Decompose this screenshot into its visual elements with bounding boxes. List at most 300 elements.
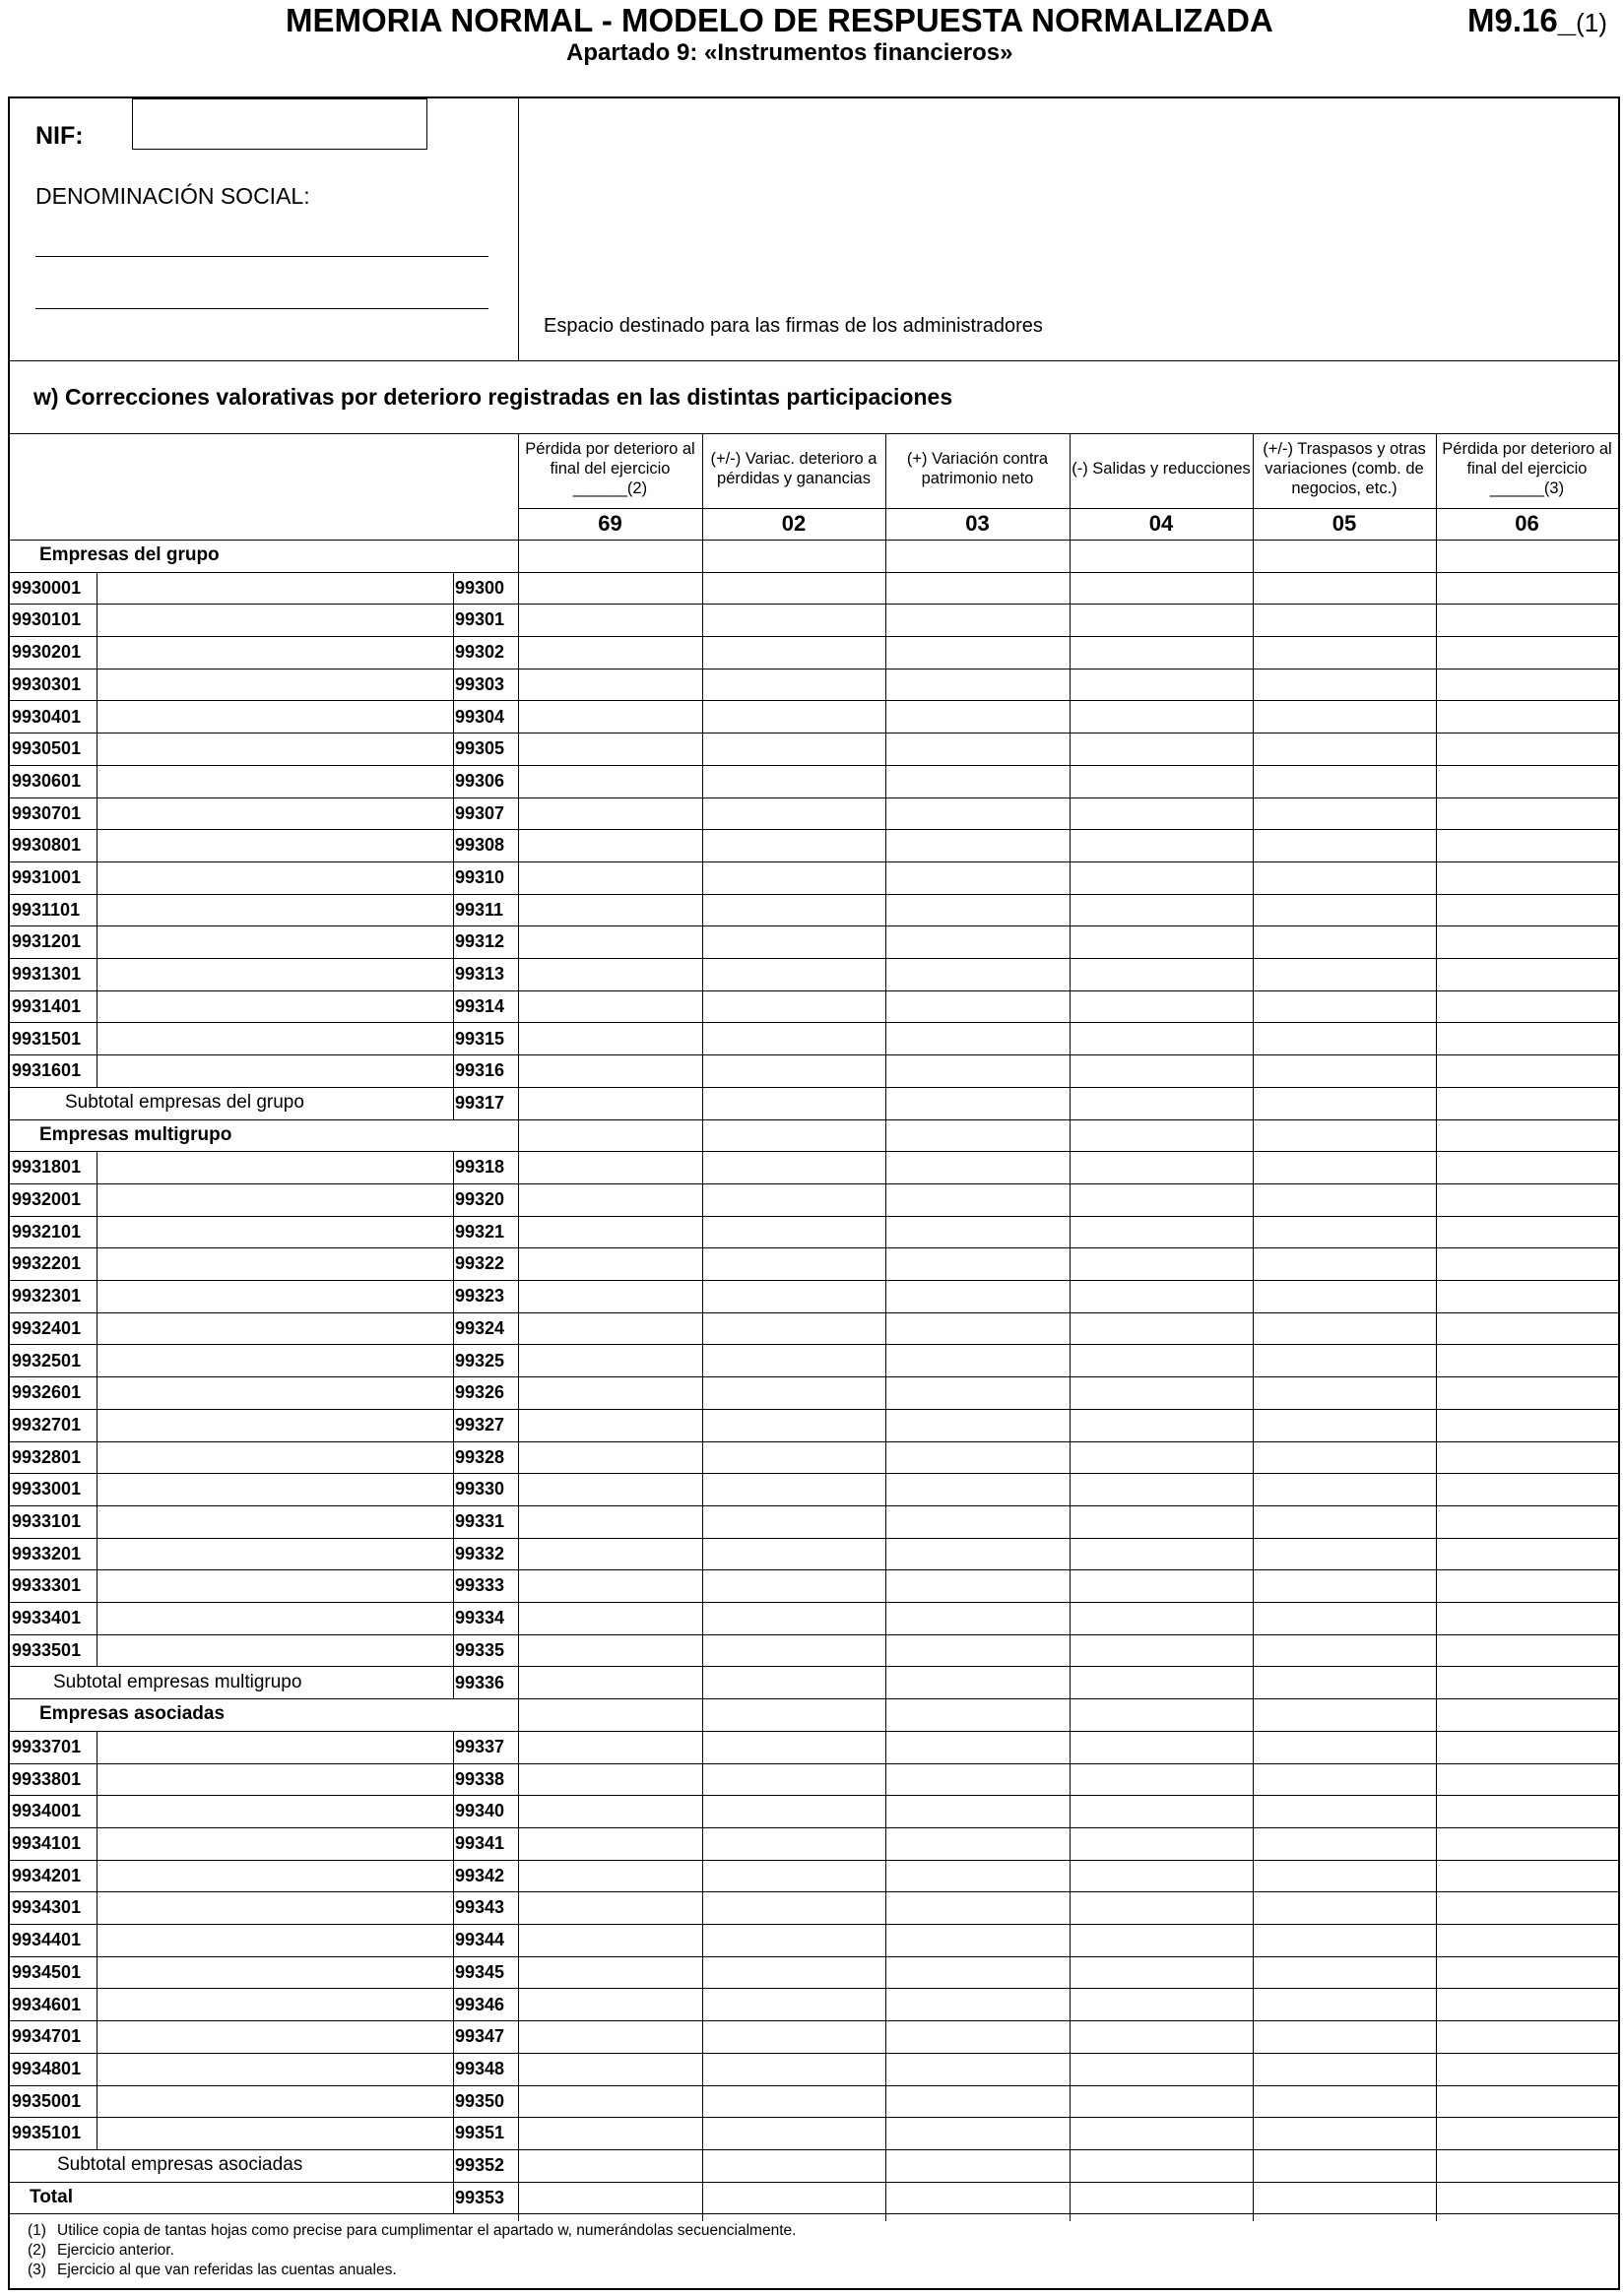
company-name-field[interactable] [98,1151,453,1183]
value-cell-02[interactable] [704,1602,883,1634]
value-cell-03[interactable] [887,1441,1068,1474]
value-cell-06[interactable] [1438,1763,1616,1796]
value-cell-69[interactable] [520,894,700,926]
company-name-field[interactable] [98,1602,453,1634]
company-name-field[interactable] [98,925,453,958]
value-cell-06[interactable] [1438,2085,1616,2118]
value-cell-05[interactable] [1255,2085,1434,2118]
value-cell-02[interactable] [704,1183,883,1216]
value-cell-03[interactable] [887,1409,1068,1441]
value-cell-02[interactable] [704,990,883,1023]
value-cell-69[interactable] [520,1151,700,1183]
value-cell-02[interactable] [704,2085,883,2118]
value-cell-05[interactable] [1255,1473,1434,1505]
value-cell-03[interactable] [887,1312,1068,1345]
value-cell-03[interactable] [887,1023,1068,1055]
value-cell-04[interactable] [1072,1023,1251,1055]
value-cell-06[interactable] [1438,1860,1616,1892]
company-name-field[interactable] [98,1827,453,1860]
value-cell-69[interactable] [520,1667,700,1699]
value-cell-02[interactable] [704,765,883,797]
value-cell-04[interactable] [1072,2149,1251,2182]
value-cell-06[interactable] [1438,733,1616,765]
value-cell-04[interactable] [1072,1634,1251,1667]
company-name-field[interactable] [98,1054,453,1087]
value-cell-06[interactable] [1438,1345,1616,1377]
company-name-field[interactable] [98,958,453,990]
value-cell-03[interactable] [887,733,1068,765]
value-cell-06[interactable] [1438,1956,1616,1989]
value-cell-04[interactable] [1072,604,1251,636]
value-cell-04[interactable] [1072,1345,1251,1377]
value-cell-04[interactable] [1072,1247,1251,1280]
value-cell-03[interactable] [887,990,1068,1023]
value-cell-06[interactable] [1438,2117,1616,2149]
value-cell-04[interactable] [1072,2020,1251,2053]
value-cell-06[interactable] [1438,2149,1616,2182]
value-cell-04[interactable] [1072,733,1251,765]
value-cell-05[interactable] [1255,1827,1434,1860]
value-cell-04[interactable] [1072,1216,1251,1248]
value-cell-05[interactable] [1255,1860,1434,1892]
value-cell-02[interactable] [704,1216,883,1248]
value-cell-05[interactable] [1255,1602,1434,1634]
value-cell-69[interactable] [520,1827,700,1860]
value-cell-69[interactable] [520,1312,700,1345]
value-cell-02[interactable] [704,1731,883,1763]
value-cell-02[interactable] [704,1054,883,1087]
company-name-field[interactable] [98,861,453,894]
company-name-field[interactable] [98,1409,453,1441]
value-cell-04[interactable] [1072,1151,1251,1183]
value-cell-03[interactable] [887,1216,1068,1248]
value-cell-04[interactable] [1072,990,1251,1023]
value-cell-69[interactable] [520,572,700,605]
value-cell-69[interactable] [520,636,700,669]
value-cell-06[interactable] [1438,958,1616,990]
value-cell-69[interactable] [520,1345,700,1377]
value-cell-05[interactable] [1255,1409,1434,1441]
value-cell-69[interactable] [520,1409,700,1441]
value-cell-05[interactable] [1255,1441,1434,1474]
nif-field[interactable] [132,98,427,150]
value-cell-06[interactable] [1438,1634,1616,1667]
value-cell-06[interactable] [1438,1602,1616,1634]
value-cell-69[interactable] [520,2085,700,2118]
company-name-field[interactable] [98,765,453,797]
value-cell-69[interactable] [520,1216,700,1248]
value-cell-06[interactable] [1438,1023,1616,1055]
value-cell-06[interactable] [1438,1795,1616,1827]
value-cell-69[interactable] [520,861,700,894]
company-name-field[interactable] [98,2085,453,2118]
value-cell-05[interactable] [1255,765,1434,797]
value-cell-04[interactable] [1072,2182,1251,2214]
value-cell-02[interactable] [704,2117,883,2149]
value-cell-69[interactable] [520,2117,700,2149]
value-cell-02[interactable] [704,1247,883,1280]
company-name-field[interactable] [98,733,453,765]
company-name-field[interactable] [98,1538,453,1570]
value-cell-03[interactable] [887,604,1068,636]
company-name-field[interactable] [98,1989,453,2021]
value-cell-06[interactable] [1438,1891,1616,1924]
value-cell-69[interactable] [520,604,700,636]
value-cell-06[interactable] [1438,636,1616,669]
value-cell-05[interactable] [1255,1569,1434,1602]
value-cell-69[interactable] [520,1538,700,1570]
value-cell-06[interactable] [1438,1505,1616,1538]
value-cell-02[interactable] [704,1087,883,1119]
value-cell-06[interactable] [1438,701,1616,733]
value-cell-04[interactable] [1072,1183,1251,1216]
value-cell-69[interactable] [520,1505,700,1538]
value-cell-06[interactable] [1438,1312,1616,1345]
company-name-field[interactable] [98,1280,453,1312]
value-cell-69[interactable] [520,829,700,861]
value-cell-04[interactable] [1072,1538,1251,1570]
value-cell-04[interactable] [1072,1602,1251,1634]
company-name-field[interactable] [98,1924,453,1956]
value-cell-04[interactable] [1072,861,1251,894]
value-cell-03[interactable] [887,2085,1068,2118]
value-cell-02[interactable] [704,1312,883,1345]
value-cell-06[interactable] [1438,1569,1616,1602]
value-cell-05[interactable] [1255,1505,1434,1538]
value-cell-02[interactable] [704,1538,883,1570]
value-cell-03[interactable] [887,1054,1068,1087]
value-cell-05[interactable] [1255,1634,1434,1667]
value-cell-04[interactable] [1072,894,1251,926]
value-cell-69[interactable] [520,669,700,701]
value-cell-03[interactable] [887,925,1068,958]
company-name-field[interactable] [98,1441,453,1474]
value-cell-04[interactable] [1072,1989,1251,2021]
value-cell-02[interactable] [704,701,883,733]
value-cell-05[interactable] [1255,2117,1434,2149]
value-cell-03[interactable] [887,1795,1068,1827]
company-name-field[interactable] [98,1473,453,1505]
value-cell-06[interactable] [1438,1216,1616,1248]
value-cell-02[interactable] [704,1634,883,1667]
value-cell-02[interactable] [704,1827,883,1860]
value-cell-69[interactable] [520,1183,700,1216]
value-cell-04[interactable] [1072,1569,1251,1602]
company-name-field[interactable] [98,1247,453,1280]
value-cell-03[interactable] [887,1280,1068,1312]
value-cell-06[interactable] [1438,1667,1616,1699]
value-cell-02[interactable] [704,861,883,894]
value-cell-02[interactable] [704,1891,883,1924]
value-cell-05[interactable] [1255,2020,1434,2053]
value-cell-03[interactable] [887,1860,1068,1892]
value-cell-06[interactable] [1438,1376,1616,1409]
company-name-field[interactable] [98,1569,453,1602]
value-cell-04[interactable] [1072,1860,1251,1892]
value-cell-03[interactable] [887,1891,1068,1924]
value-cell-03[interactable] [887,797,1068,830]
value-cell-03[interactable] [887,2020,1068,2053]
value-cell-02[interactable] [704,1667,883,1699]
value-cell-05[interactable] [1255,1023,1434,1055]
value-cell-04[interactable] [1072,636,1251,669]
value-cell-69[interactable] [520,797,700,830]
value-cell-04[interactable] [1072,1956,1251,1989]
value-cell-05[interactable] [1255,1891,1434,1924]
denominacion-line-1[interactable] [35,256,488,257]
value-cell-06[interactable] [1438,1924,1616,1956]
value-cell-05[interactable] [1255,636,1434,669]
value-cell-03[interactable] [887,1151,1068,1183]
value-cell-03[interactable] [887,1569,1068,1602]
value-cell-06[interactable] [1438,572,1616,605]
value-cell-69[interactable] [520,733,700,765]
value-cell-03[interactable] [887,958,1068,990]
value-cell-69[interactable] [520,765,700,797]
value-cell-69[interactable] [520,1280,700,1312]
value-cell-02[interactable] [704,1441,883,1474]
value-cell-05[interactable] [1255,1216,1434,1248]
value-cell-03[interactable] [887,1602,1068,1634]
value-cell-06[interactable] [1438,1731,1616,1763]
value-cell-05[interactable] [1255,1280,1434,1312]
value-cell-69[interactable] [520,1602,700,1634]
value-cell-06[interactable] [1438,2020,1616,2053]
value-cell-06[interactable] [1438,1538,1616,1570]
value-cell-04[interactable] [1072,1312,1251,1345]
value-cell-06[interactable] [1438,1989,1616,2021]
value-cell-05[interactable] [1255,1667,1434,1699]
company-name-field[interactable] [98,1183,453,1216]
value-cell-05[interactable] [1255,925,1434,958]
value-cell-05[interactable] [1255,2149,1434,2182]
value-cell-69[interactable] [520,1956,700,1989]
value-cell-69[interactable] [520,1860,700,1892]
value-cell-05[interactable] [1255,1763,1434,1796]
value-cell-06[interactable] [1438,797,1616,830]
value-cell-03[interactable] [887,1667,1068,1699]
company-name-field[interactable] [98,1860,453,1892]
value-cell-03[interactable] [887,1827,1068,1860]
value-cell-69[interactable] [520,1763,700,1796]
value-cell-04[interactable] [1072,765,1251,797]
value-cell-05[interactable] [1255,861,1434,894]
value-cell-03[interactable] [887,1247,1068,1280]
company-name-field[interactable] [98,2117,453,2149]
company-name-field[interactable] [98,1891,453,1924]
value-cell-69[interactable] [520,1087,700,1119]
value-cell-06[interactable] [1438,1827,1616,1860]
value-cell-69[interactable] [520,958,700,990]
value-cell-03[interactable] [887,1634,1068,1667]
value-cell-04[interactable] [1072,829,1251,861]
value-cell-05[interactable] [1255,1924,1434,1956]
company-name-field[interactable] [98,2020,453,2053]
value-cell-06[interactable] [1438,1087,1616,1119]
value-cell-06[interactable] [1438,925,1616,958]
value-cell-04[interactable] [1072,669,1251,701]
value-cell-04[interactable] [1072,1473,1251,1505]
company-name-field[interactable] [98,636,453,669]
value-cell-06[interactable] [1438,1151,1616,1183]
value-cell-04[interactable] [1072,1376,1251,1409]
value-cell-03[interactable] [887,1763,1068,1796]
value-cell-02[interactable] [704,572,883,605]
value-cell-02[interactable] [704,2020,883,2053]
value-cell-05[interactable] [1255,958,1434,990]
value-cell-69[interactable] [520,1891,700,1924]
company-name-field[interactable] [98,2053,453,2085]
value-cell-05[interactable] [1255,669,1434,701]
value-cell-03[interactable] [887,1473,1068,1505]
value-cell-69[interactable] [520,1795,700,1827]
value-cell-02[interactable] [704,1989,883,2021]
value-cell-03[interactable] [887,1538,1068,1570]
value-cell-02[interactable] [704,894,883,926]
value-cell-04[interactable] [1072,958,1251,990]
value-cell-02[interactable] [704,797,883,830]
value-cell-05[interactable] [1255,1731,1434,1763]
value-cell-06[interactable] [1438,2182,1616,2214]
value-cell-04[interactable] [1072,2085,1251,2118]
value-cell-03[interactable] [887,1376,1068,1409]
value-cell-05[interactable] [1255,1183,1434,1216]
company-name-field[interactable] [98,1376,453,1409]
company-name-field[interactable] [98,1505,453,1538]
value-cell-04[interactable] [1072,1409,1251,1441]
value-cell-03[interactable] [887,1924,1068,1956]
company-name-field[interactable] [98,669,453,701]
value-cell-06[interactable] [1438,1247,1616,1280]
value-cell-04[interactable] [1072,1731,1251,1763]
value-cell-05[interactable] [1255,1795,1434,1827]
value-cell-03[interactable] [887,1183,1068,1216]
value-cell-69[interactable] [520,701,700,733]
value-cell-03[interactable] [887,572,1068,605]
value-cell-05[interactable] [1255,733,1434,765]
value-cell-06[interactable] [1438,1183,1616,1216]
value-cell-05[interactable] [1255,572,1434,605]
value-cell-05[interactable] [1255,1312,1434,1345]
value-cell-02[interactable] [704,1956,883,1989]
company-name-field[interactable] [98,1763,453,1796]
company-name-field[interactable] [98,1216,453,1248]
value-cell-06[interactable] [1438,765,1616,797]
value-cell-69[interactable] [520,1731,700,1763]
value-cell-05[interactable] [1255,829,1434,861]
company-name-field[interactable] [98,1312,453,1345]
value-cell-05[interactable] [1255,1989,1434,2021]
value-cell-03[interactable] [887,2182,1068,2214]
value-cell-02[interactable] [704,604,883,636]
value-cell-05[interactable] [1255,797,1434,830]
value-cell-06[interactable] [1438,990,1616,1023]
denominacion-line-2[interactable] [35,308,488,309]
value-cell-03[interactable] [887,1087,1068,1119]
value-cell-02[interactable] [704,925,883,958]
value-cell-02[interactable] [704,1860,883,1892]
value-cell-06[interactable] [1438,829,1616,861]
value-cell-69[interactable] [520,2149,700,2182]
company-name-field[interactable] [98,572,453,605]
company-name-field[interactable] [98,1634,453,1667]
value-cell-69[interactable] [520,1054,700,1087]
value-cell-05[interactable] [1255,701,1434,733]
company-name-field[interactable] [98,1795,453,1827]
value-cell-04[interactable] [1072,1891,1251,1924]
value-cell-69[interactable] [520,1247,700,1280]
value-cell-05[interactable] [1255,894,1434,926]
value-cell-69[interactable] [520,2182,700,2214]
value-cell-03[interactable] [887,669,1068,701]
value-cell-02[interactable] [704,2182,883,2214]
value-cell-06[interactable] [1438,1409,1616,1441]
value-cell-05[interactable] [1255,1956,1434,1989]
value-cell-04[interactable] [1072,1087,1251,1119]
company-name-field[interactable] [98,604,453,636]
value-cell-04[interactable] [1072,701,1251,733]
value-cell-04[interactable] [1072,1795,1251,1827]
value-cell-69[interactable] [520,2020,700,2053]
value-cell-02[interactable] [704,1023,883,1055]
value-cell-02[interactable] [704,1924,883,1956]
value-cell-04[interactable] [1072,2117,1251,2149]
value-cell-03[interactable] [887,894,1068,926]
value-cell-69[interactable] [520,2053,700,2085]
value-cell-02[interactable] [704,1473,883,1505]
value-cell-05[interactable] [1255,2053,1434,2085]
value-cell-04[interactable] [1072,1054,1251,1087]
value-cell-02[interactable] [704,829,883,861]
value-cell-04[interactable] [1072,797,1251,830]
company-name-field[interactable] [98,797,453,830]
value-cell-03[interactable] [887,2053,1068,2085]
value-cell-69[interactable] [520,1473,700,1505]
value-cell-03[interactable] [887,1989,1068,2021]
value-cell-02[interactable] [704,1345,883,1377]
value-cell-04[interactable] [1072,1827,1251,1860]
value-cell-03[interactable] [887,701,1068,733]
company-name-field[interactable] [98,1731,453,1763]
value-cell-02[interactable] [704,669,883,701]
value-cell-02[interactable] [704,1280,883,1312]
value-cell-69[interactable] [520,1023,700,1055]
company-name-field[interactable] [98,894,453,926]
company-name-field[interactable] [98,829,453,861]
value-cell-02[interactable] [704,636,883,669]
value-cell-06[interactable] [1438,1280,1616,1312]
value-cell-04[interactable] [1072,572,1251,605]
value-cell-06[interactable] [1438,1473,1616,1505]
value-cell-03[interactable] [887,861,1068,894]
value-cell-05[interactable] [1255,1247,1434,1280]
value-cell-05[interactable] [1255,604,1434,636]
value-cell-06[interactable] [1438,669,1616,701]
value-cell-03[interactable] [887,636,1068,669]
value-cell-04[interactable] [1072,1924,1251,1956]
value-cell-04[interactable] [1072,1280,1251,1312]
company-name-field[interactable] [98,990,453,1023]
value-cell-02[interactable] [704,1409,883,1441]
value-cell-06[interactable] [1438,1441,1616,1474]
value-cell-03[interactable] [887,1956,1068,1989]
value-cell-03[interactable] [887,1731,1068,1763]
value-cell-06[interactable] [1438,1054,1616,1087]
value-cell-02[interactable] [704,733,883,765]
value-cell-04[interactable] [1072,1441,1251,1474]
value-cell-02[interactable] [704,1505,883,1538]
value-cell-03[interactable] [887,829,1068,861]
